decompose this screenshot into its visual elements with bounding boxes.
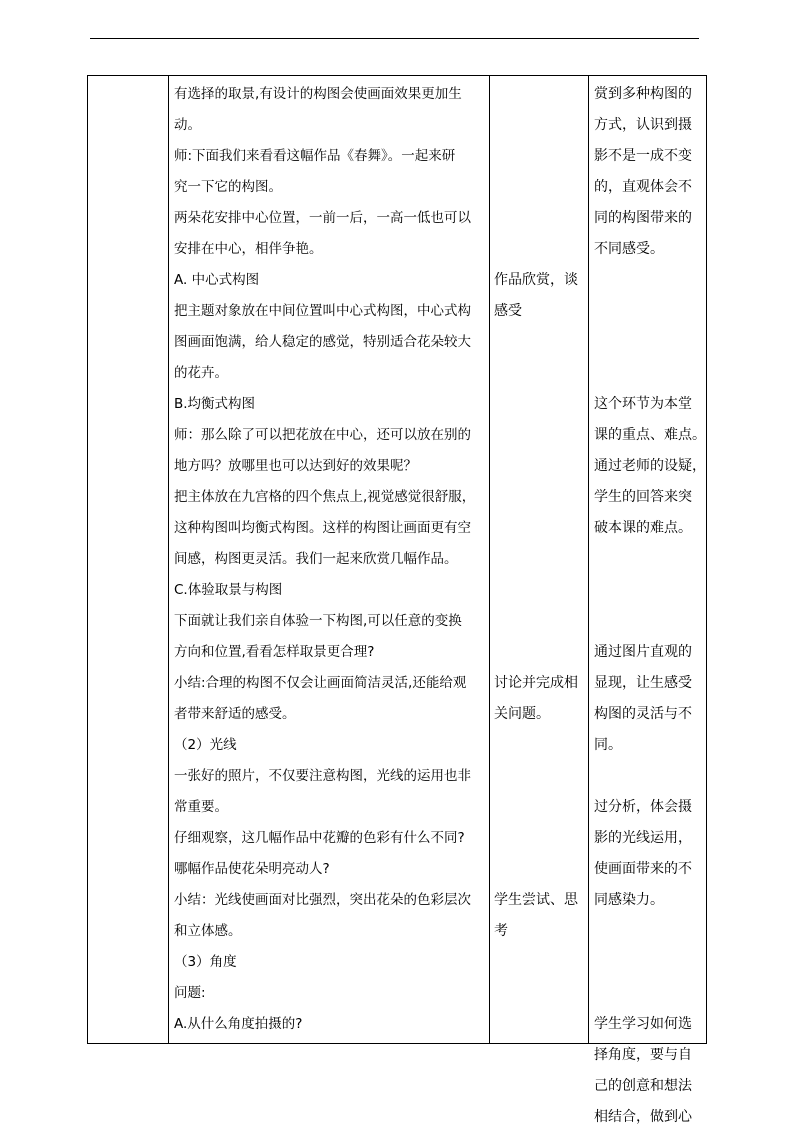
- text-line: [594, 978, 706, 1009]
- text-line: 这个环节为本堂: [594, 396, 692, 412]
- text-line: 择角度，要与自: [594, 1047, 692, 1063]
- text-line: 感受: [494, 303, 522, 319]
- text-line: 师：那么除了可以把花放在中心，还可以放在别的: [174, 427, 471, 443]
- text-line: [594, 544, 706, 575]
- text-line: 影不是一成不变: [594, 148, 692, 164]
- text-line: 使画面带来的不: [594, 861, 692, 877]
- text-line: [594, 265, 706, 296]
- text-line: （2）光线: [174, 737, 237, 753]
- text-line: 师:下面我们来看看这幅作品《春舞》。一起来研: [174, 148, 456, 164]
- text-line: 不同感受。: [594, 241, 664, 257]
- teaching-content-column: [174, 79, 486, 1040]
- text-line: 常重要。: [174, 799, 228, 815]
- text-line: [494, 761, 586, 792]
- text-line: 学生学习如何选: [594, 1016, 692, 1032]
- text-line: 地方吗？放哪里也可以达到好的效果呢？: [174, 458, 417, 474]
- text-line: 间感，构图更灵活。我们一起来欣赏几幅作品。: [174, 551, 458, 567]
- text-line: [594, 916, 706, 947]
- text-line: （3）角度: [174, 954, 237, 970]
- text-line: [494, 172, 586, 203]
- text-line: [494, 730, 586, 761]
- text-line: 破本课的难点。: [594, 520, 692, 536]
- text-line: [494, 141, 586, 172]
- text-line: [494, 854, 586, 885]
- text-line: [594, 761, 706, 792]
- text-line: [494, 513, 586, 544]
- text-line: 小结:合理的构图不仅会让画面简洁灵活,还能给观: [174, 675, 467, 691]
- text-line: 有选择的取景,有设计的构图会使画面效果更加生: [174, 86, 462, 102]
- text-line: 关问题。: [494, 706, 550, 722]
- text-line: [494, 823, 586, 854]
- text-line: 一张好的照片，不仅要注意构图，光线的运用也非: [174, 768, 471, 784]
- text-line: 构图的灵活与不: [594, 706, 692, 722]
- text-line: 哪幅作品使花朵明亮动人?: [174, 861, 330, 877]
- text-line: 课的重点、难点。: [594, 427, 706, 443]
- text-line: 动。: [174, 117, 201, 133]
- text-line: 过分析，体会摄: [594, 799, 692, 815]
- text-line: 这种构图叫均衡式构图。这样的构图让画面更有空: [174, 520, 471, 536]
- student-activity-column: [494, 79, 586, 947]
- text-line: C.体验取景与构图: [174, 582, 283, 598]
- text-line: 两朵花安排中心位置，一前一后，一高一低也可以: [174, 210, 471, 226]
- text-line: 通过图片直观的: [594, 644, 692, 660]
- text-line: [494, 79, 586, 110]
- text-line: [494, 482, 586, 513]
- text-line: 究一下它的构图。: [174, 179, 282, 195]
- text-line: 通过老师的设疑，: [594, 458, 706, 474]
- text-line: 赏到多种构图的: [594, 86, 692, 102]
- text-line: 安排在中心，相伴争艳。: [174, 241, 323, 257]
- text-line: 同。: [594, 737, 622, 753]
- text-line: [494, 575, 586, 606]
- column-divider-3: [588, 76, 589, 1043]
- text-line: 显现，让生感受: [594, 675, 692, 691]
- text-line: 作品欣赏，谈: [494, 272, 578, 288]
- text-line: 己的创意和想法: [594, 1078, 692, 1094]
- text-line: [594, 575, 706, 606]
- text-line: 图画面饱满，给人稳定的感觉，特别适合花朵较大: [174, 334, 471, 350]
- text-line: 的花卉。: [174, 365, 228, 381]
- text-line: [594, 296, 706, 327]
- text-line: [594, 947, 706, 978]
- text-line: 方向和位置,看看怎样取景更合理?: [174, 644, 375, 660]
- text-line: A.从什么角度拍摄的?: [174, 1016, 303, 1032]
- text-line: [494, 792, 586, 823]
- text-line: 和立体感。: [174, 923, 242, 939]
- text-line: 的，直观体会不: [594, 179, 692, 195]
- header-rule: [90, 38, 699, 39]
- text-line: [494, 606, 586, 637]
- text-line: 学生尝试、思: [494, 892, 578, 908]
- text-line: 把主题对象放在中间位置叫中心式构图，中心式构: [174, 303, 471, 319]
- text-line: 方式，认识到摄: [594, 117, 692, 133]
- text-line: [494, 544, 586, 575]
- text-line: A. 中心式构图: [174, 272, 260, 288]
- lesson-table: [87, 75, 707, 1125]
- text-line: [494, 451, 586, 482]
- design-intent-column: [594, 79, 706, 1133]
- text-line: [594, 358, 706, 389]
- text-line: 同的构图带来的: [594, 210, 692, 226]
- text-line: [494, 358, 586, 389]
- text-line: 相结合，做到心: [594, 1109, 692, 1125]
- text-line: 者带来舒适的感受。: [174, 706, 296, 722]
- text-line: [494, 389, 586, 420]
- text-line: 考: [494, 923, 508, 939]
- text-line: [594, 606, 706, 637]
- text-line: 学生的回答来突: [594, 489, 692, 505]
- text-line: [594, 327, 706, 358]
- text-line: [494, 327, 586, 358]
- text-line: [494, 203, 586, 234]
- text-line: 仔细观察，这几幅作品中花瓣的色彩有什么不同?: [174, 830, 465, 846]
- text-line: [494, 637, 586, 668]
- text-line: B.均衡式构图: [174, 396, 256, 412]
- text-line: 影的光线运用，: [594, 830, 692, 846]
- text-line: 同感染力。: [594, 892, 664, 908]
- text-line: [494, 234, 586, 265]
- text-line: 讨论并完成相: [494, 675, 578, 691]
- text-line: [494, 420, 586, 451]
- text-line: 问题:: [174, 985, 206, 1001]
- text-line: 小结：光线使画面对比强烈，突出花朵的色彩层次: [174, 892, 471, 908]
- text-line: [494, 110, 586, 141]
- column-divider-1: [168, 76, 169, 1043]
- column-divider-2: [489, 76, 490, 1043]
- text-line: 把主体放在九宫格的四个焦点上,视觉感觉很舒服，: [174, 489, 476, 505]
- text-line: 下面就让我们亲自体验一下构图,可以任意的变换: [174, 613, 462, 629]
